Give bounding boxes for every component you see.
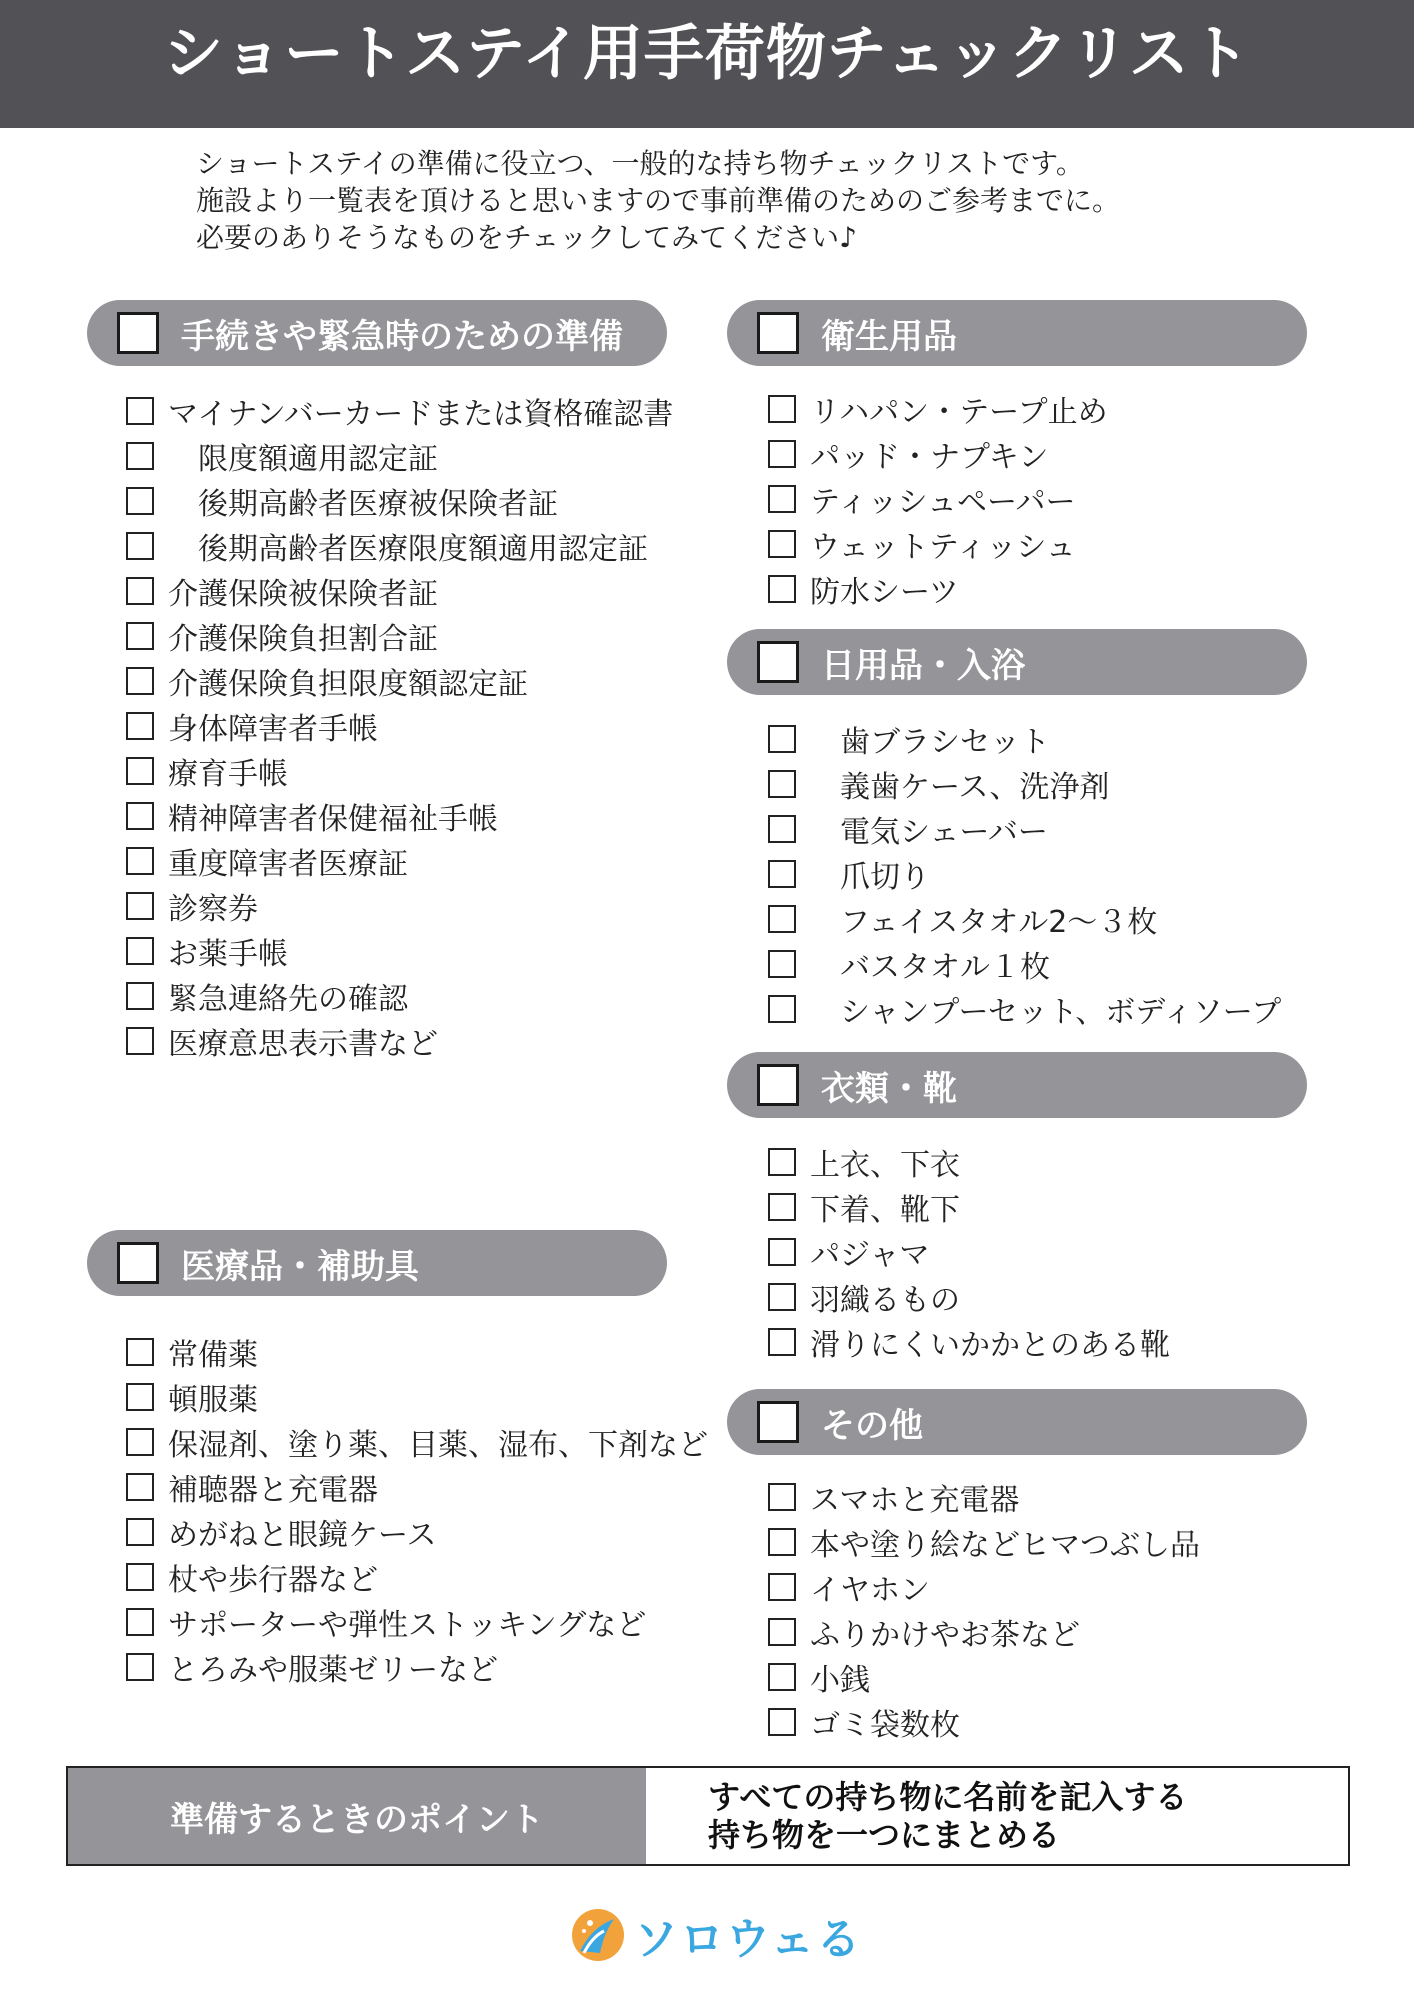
checkbox[interactable] bbox=[768, 1528, 796, 1556]
checkbox[interactable] bbox=[126, 1338, 154, 1366]
section-header-clothing bbox=[727, 1052, 1307, 1118]
section-title: その他 bbox=[821, 1405, 923, 1446]
checkbox[interactable] bbox=[126, 487, 154, 515]
logo-icon bbox=[570, 1907, 626, 1963]
section-checkbox[interactable] bbox=[757, 1064, 799, 1106]
checkbox[interactable] bbox=[126, 847, 154, 875]
checklist-item[interactable]: 重度障害者医療証 bbox=[126, 838, 673, 883]
section-checkbox[interactable] bbox=[117, 1242, 159, 1284]
checklist-item[interactable]: お薬手帳 bbox=[126, 928, 673, 973]
checklist-item[interactable]: 爪切り bbox=[768, 851, 1281, 896]
checklist-item[interactable]: リハパン・テープ止め bbox=[768, 386, 1108, 431]
point-line: 持ち物を一つにまとめる bbox=[708, 1816, 1061, 1854]
checklist-item[interactable]: 下着、靴下 bbox=[768, 1184, 1170, 1229]
checkbox[interactable] bbox=[768, 1618, 796, 1646]
checklist-procedures bbox=[126, 388, 673, 1063]
section-header-medical bbox=[87, 1230, 667, 1296]
checkbox[interactable] bbox=[768, 950, 796, 978]
checkbox[interactable] bbox=[768, 995, 796, 1023]
checklist-item[interactable]: バスタオル１枚 bbox=[768, 941, 1281, 986]
checklist-item[interactable]: とろみや服薬ゼリーなど bbox=[126, 1644, 708, 1689]
checkbox[interactable] bbox=[126, 712, 154, 740]
checklist-other bbox=[768, 1474, 1200, 1744]
section-header-other bbox=[727, 1389, 1307, 1455]
checkbox[interactable] bbox=[768, 725, 796, 753]
checkbox[interactable] bbox=[126, 757, 154, 785]
checklist-medical bbox=[126, 1329, 708, 1689]
checklist-item[interactable]: ティッシュペーパー bbox=[768, 476, 1108, 521]
checkbox[interactable] bbox=[126, 1027, 154, 1055]
points-list bbox=[646, 1768, 1348, 1864]
intro-line: 施設より一覧表を頂けると思いますので事前準備のためのご参考までに。 bbox=[196, 184, 1121, 217]
checklist-item[interactable]: 診察券 bbox=[126, 883, 673, 928]
checkbox[interactable] bbox=[126, 982, 154, 1010]
checkbox[interactable] bbox=[768, 1483, 796, 1511]
section-checkbox[interactable] bbox=[117, 312, 159, 354]
checklist-item[interactable]: 電気シェーバー bbox=[768, 806, 1281, 851]
checklist-item[interactable]: イヤホン bbox=[768, 1564, 1200, 1609]
checkbox[interactable] bbox=[768, 1238, 796, 1266]
checklist-item[interactable]: ウェットティッシュ bbox=[768, 521, 1108, 566]
checkbox[interactable] bbox=[126, 442, 154, 470]
checkbox[interactable] bbox=[768, 1573, 796, 1601]
checkbox[interactable] bbox=[126, 667, 154, 695]
checkbox[interactable] bbox=[126, 622, 154, 650]
section-header-hygiene bbox=[727, 300, 1307, 366]
header-banner bbox=[0, 0, 1414, 128]
checkbox[interactable] bbox=[768, 1193, 796, 1221]
preparation-points bbox=[66, 1766, 1350, 1866]
checkbox[interactable] bbox=[768, 905, 796, 933]
checklist-item[interactable]: 杖や歩行器など bbox=[126, 1554, 708, 1599]
page-title: ショートステイ用手荷物チェックリスト bbox=[163, 19, 1251, 89]
checkbox[interactable] bbox=[768, 1663, 796, 1691]
checkbox[interactable] bbox=[768, 770, 796, 798]
checkbox[interactable] bbox=[126, 937, 154, 965]
checkbox[interactable] bbox=[126, 1653, 154, 1681]
checklist-item[interactable]: サポーターや弾性ストッキングなど bbox=[126, 1599, 708, 1644]
checkbox[interactable] bbox=[768, 1283, 796, 1311]
checkbox[interactable] bbox=[768, 395, 796, 423]
brand-logo bbox=[570, 1905, 862, 1965]
checklist-item[interactable]: マイナンバーカードまたは資格確認書 bbox=[126, 388, 673, 433]
section-title: 衛生用品 bbox=[821, 316, 957, 357]
points-label: 準備するときのポイント bbox=[68, 1768, 646, 1864]
section-title: 手続きや緊急時のための準備 bbox=[181, 316, 623, 357]
checkbox[interactable] bbox=[768, 1328, 796, 1356]
checklist-item[interactable]: 保湿剤、塗り薬、目薬、湿布、下剤など bbox=[126, 1419, 708, 1464]
checklist-item[interactable]: フェイスタオル2〜３枚 bbox=[768, 896, 1281, 941]
checklist-item[interactable]: 義歯ケース、洗浄剤 bbox=[768, 761, 1281, 806]
checkbox[interactable] bbox=[768, 485, 796, 513]
checkbox[interactable] bbox=[126, 1428, 154, 1456]
checkbox[interactable] bbox=[126, 802, 154, 830]
checklist-hygiene bbox=[768, 386, 1108, 611]
checklist-item[interactable]: 緊急連絡先の確認 bbox=[126, 973, 673, 1018]
checklist-item[interactable]: スマホと充電器 bbox=[768, 1474, 1200, 1519]
checklist-clothing bbox=[768, 1139, 1170, 1364]
checkbox[interactable] bbox=[126, 892, 154, 920]
intro-line: 必要のありそうなものをチェックしてみてください♪ bbox=[196, 221, 858, 254]
point-line: すべての持ち物に名前を記入する bbox=[708, 1778, 1188, 1816]
checklist-item[interactable]: 後期高齢者医療被保険者証 bbox=[126, 478, 673, 523]
checklist-item[interactable]: 補聴器と充電器 bbox=[126, 1464, 708, 1509]
checklist-item[interactable]: パッド・ナプキン bbox=[768, 431, 1108, 476]
intro-line: ショートステイの準備に役立つ、一般的な持ち物チェックリストです。 bbox=[196, 147, 1084, 180]
checklist-item[interactable]: 防水シーツ bbox=[768, 566, 1108, 611]
checklist-item[interactable]: 上衣、下衣 bbox=[768, 1139, 1170, 1184]
checkbox[interactable] bbox=[768, 1148, 796, 1176]
section-title: 衣類・靴 bbox=[821, 1068, 957, 1109]
checkbox[interactable] bbox=[768, 530, 796, 558]
checklist-item[interactable]: パジャマ bbox=[768, 1229, 1170, 1274]
checkbox[interactable] bbox=[126, 1473, 154, 1501]
checklist-item[interactable]: 精神障害者保健福祉手帳 bbox=[126, 793, 673, 838]
checklist-item[interactable]: 羽織るもの bbox=[768, 1274, 1170, 1319]
checkbox[interactable] bbox=[126, 532, 154, 560]
section-checkbox[interactable] bbox=[757, 312, 799, 354]
checkbox[interactable] bbox=[768, 575, 796, 603]
checkbox[interactable] bbox=[768, 1708, 796, 1736]
checklist-item[interactable]: 本や塗り絵などヒマつぶし品 bbox=[768, 1519, 1200, 1564]
section-checkbox[interactable] bbox=[757, 641, 799, 683]
checklist-item[interactable]: 歯ブラシセット bbox=[768, 716, 1281, 761]
checkbox[interactable] bbox=[126, 1383, 154, 1411]
checkbox[interactable] bbox=[126, 577, 154, 605]
checklist-item[interactable]: めがねと眼鏡ケース bbox=[126, 1509, 708, 1554]
checklist-item[interactable]: 後期高齢者医療限度額適用認定証 bbox=[126, 523, 673, 568]
checklist-daily bbox=[768, 716, 1281, 1031]
checklist-item[interactable]: 療育手帳 bbox=[126, 748, 673, 793]
checklist-item[interactable]: 介護保険被保険者証 bbox=[126, 568, 673, 613]
checkbox[interactable] bbox=[768, 860, 796, 888]
section-header-daily bbox=[727, 629, 1307, 695]
checklist-item[interactable]: 滑りにくいかかとのある靴 bbox=[768, 1319, 1170, 1364]
checkbox[interactable] bbox=[768, 440, 796, 468]
checklist-item[interactable]: 医療意思表示書など bbox=[126, 1018, 673, 1063]
checklist-item[interactable]: 限度額適用認定証 bbox=[126, 433, 673, 478]
checklist-item[interactable]: ふりかけやお茶など bbox=[768, 1609, 1200, 1654]
checklist-item[interactable]: ゴミ袋数枚 bbox=[768, 1699, 1200, 1744]
checklist-item[interactable]: 頓服薬 bbox=[126, 1374, 708, 1419]
checklist-item[interactable]: 小銭 bbox=[768, 1654, 1200, 1699]
checklist-item[interactable]: 常備薬 bbox=[126, 1329, 708, 1374]
intro-text bbox=[196, 145, 1296, 256]
section-title: 医療品・補助具 bbox=[181, 1246, 419, 1287]
logo-text: ソロウェる bbox=[634, 1914, 863, 1965]
section-header-procedures bbox=[87, 300, 667, 366]
checklist-item[interactable]: 介護保険負担限度額認定証 bbox=[126, 658, 673, 703]
checklist-item[interactable]: 身体障害者手帳 bbox=[126, 703, 673, 748]
checklist-item[interactable]: シャンプーセット、ボディソープ bbox=[768, 986, 1281, 1031]
checkbox[interactable] bbox=[768, 815, 796, 843]
section-title: 日用品・入浴 bbox=[821, 645, 1025, 686]
checkbox[interactable] bbox=[126, 1608, 154, 1636]
checkbox[interactable] bbox=[126, 1563, 154, 1591]
checkbox[interactable] bbox=[126, 397, 154, 425]
checkbox[interactable] bbox=[126, 1518, 154, 1546]
checklist-item[interactable]: 介護保険負担割合証 bbox=[126, 613, 673, 658]
section-checkbox[interactable] bbox=[757, 1401, 799, 1443]
